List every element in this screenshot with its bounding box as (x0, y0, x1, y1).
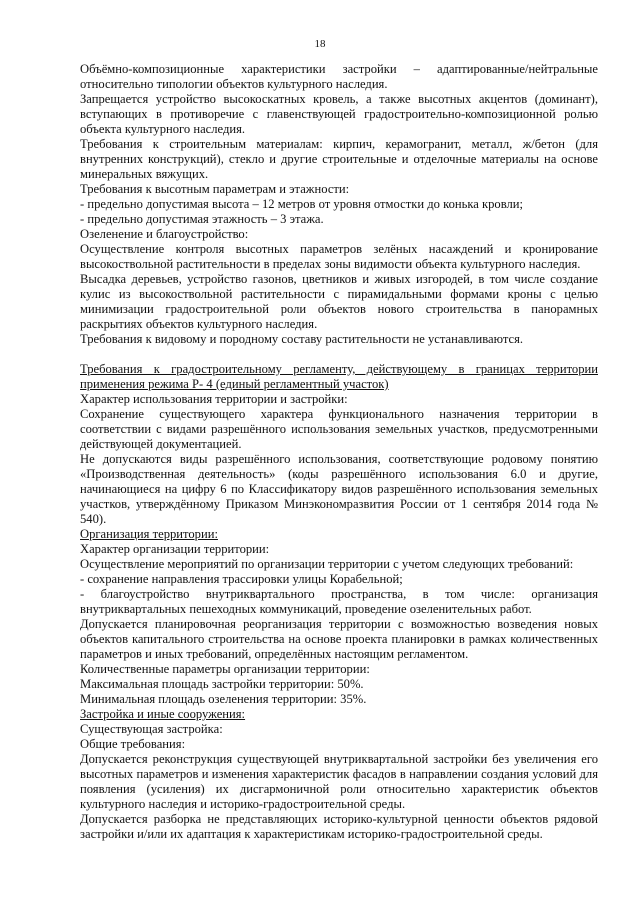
paragraph-roof-ban: Запрещается устройство высокоскатных кровель, а также высотных акцентов (доминант), вступающих в противоречие с главенствующей градостроительно-композиционной ролью объекта культурного наследия. (80, 92, 598, 136)
paragraph-preserve-function: Сохранение существующего характера функционального назначения территории в соответствии с видами разрешённого использования земельных участков, предусмотренными действующей документацией. (80, 407, 598, 451)
list-item-improvement: - благоустройство внутриквартального пространства, в том числе: организация внутриквартальных пешеходных коммуникаций, проведение озеленительных работ. (80, 587, 598, 616)
paragraph-volume-composition: Объёмно-композиционные характеристики застройки – адаптированные/нейтральные относительно типологии объектов культурного наследия. (80, 62, 598, 91)
list-item-street: - сохранение направления трассировки улицы Корабельной; (80, 572, 403, 586)
list-item-max-height: - предельно допустимая высота – 12 метров от уровня отмостки до конька кровли; (80, 197, 524, 211)
section-heading-regulation: Требования к градостроительному регламенту, действующему в границах территории применения режима Р- 4 (единый регламентный участок) (80, 362, 598, 391)
section-heading-organization: Организация территории: (80, 527, 218, 541)
blank-line (80, 347, 598, 362)
paragraph-organization-character: Характер организации территории: (80, 542, 270, 556)
paragraph-max-building-area: Максимальная площадь застройки территории: 50%. (80, 677, 364, 691)
paragraph-general-requirements: Общие требования: (80, 737, 186, 751)
paragraph-production-ban: Не допускаются виды разрешённого использования, соответствующие родовому понятию «Производственная деятельность» (коды разрешённого использования 6.0 и другие, начинающиеся на цифру 6 по Классификатору видов разрешённого использования земельных участков, утверждённому Приказом Минэкономразвития России от 1 сентября 2014 года № 540). (80, 452, 598, 526)
paragraph-green-control: Осуществление контроля высотных параметров зелёных насаждений и кронирование высокоствольной растительности в пределах зоны видимости объекта культурного наследия. (80, 242, 598, 271)
document-body (80, 62, 598, 842)
section-heading-buildings: Застройка и иные сооружения: (80, 707, 246, 721)
paragraph-usage-heading: Характер использования территории и застройки: (80, 392, 348, 406)
paragraph-height-heading: Требования к высотным параметрам и этажности: (80, 182, 350, 196)
paragraph-planting: Высадка деревьев, устройство газонов, цветников и живых изгородей, в том числе создание кулис из высокоствольной растительности с пирамидальными формами кроны с целью минимизации градостроительной роли объектов нового строительства в панорамных раскрытиях объектов культурного наследия. (80, 272, 598, 331)
paragraph-species: Требования к видовому и породному составу растительности не устанавливаются. (80, 332, 524, 346)
paragraph-organization-measures: Осуществление мероприятий по организации территории с учетом следующих требований: (80, 557, 574, 571)
paragraph-reconstruction: Допускается реконструкция существующей внутриквартальной застройки без увеличения его высотных параметров и изменения характеристик фасадов в направлении создания условий для появления (усиления) их дисгармоничной роли относительно характеристик объектов культурного наследия и историко-градостроительной среды. (80, 752, 598, 811)
paragraph-existing-buildings: Существующая застройка: (80, 722, 223, 736)
page-number: 18 (314, 38, 326, 50)
list-item-max-floors: - предельно допустимая этажность – 3 этажа. (80, 212, 324, 226)
paragraph-materials: Требования к строительным материалам: кирпич, керамогранит, металл, ж/бетон (для внутренних конструкций), стекло и другие строительные и отделочные материалы на основе минеральных вяжущих. (80, 137, 598, 181)
paragraph-landscaping-heading: Озеленение и благоустройство: (80, 227, 249, 241)
paragraph-min-green-area: Минимальная площадь озеленения территории: 35%. (80, 692, 367, 706)
paragraph-demolition: Допускается разборка не представляющих историко-культурной ценности объектов рядовой застройки и/или их адаптация к характеристикам историко-градостроительной среды. (80, 812, 598, 841)
paragraph-reorganization: Допускается планировочная реорганизация территории с возможностью возведения новых объектов капитального строительства на основе проекта планировки в рамках количественных параметров и иных требований, определённых настоящим регламентом. (80, 617, 598, 661)
paragraph-quantitative-heading: Количественные параметры организации территории: (80, 662, 370, 676)
